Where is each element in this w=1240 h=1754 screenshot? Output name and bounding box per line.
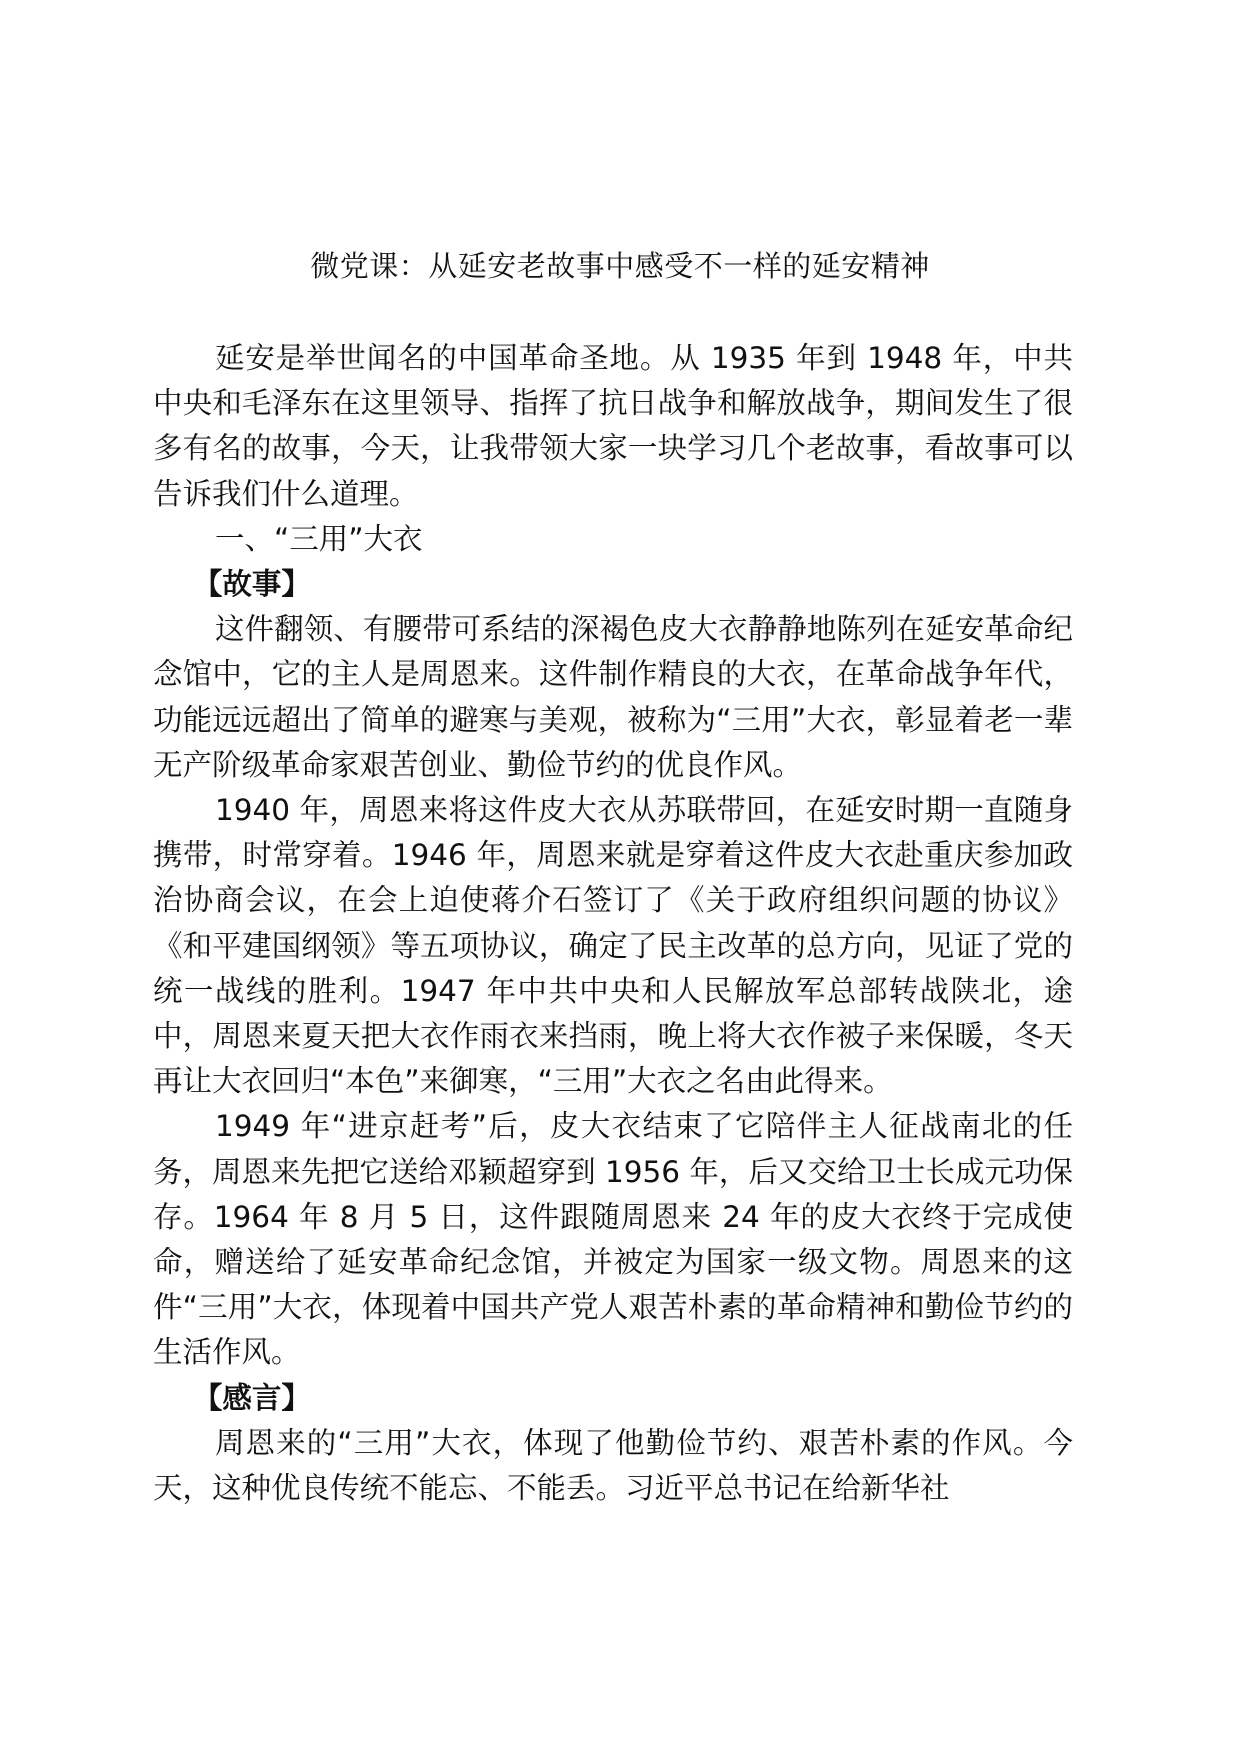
document-title: 微党课：从延安老故事中感受不一样的延安精神: [310, 249, 930, 283]
story-paragraph-1: 这件翻领、有腰带可系结的深褐色皮大衣静静地陈列在延安革命纪念馆中，它的主人是周恩来。这件制作精良的大衣，在革命战争年代，功能远远超出了简单的避寒与美观，被称为“三用”大衣，彰显着老一辈无产阶级革命家艰苦创业、勤俭节约的优良作风。: [153, 612, 1073, 782]
section-heading: 一、“三用”大衣: [214, 521, 423, 556]
story-paragraph-2: 1940 年，周恩来将这件皮大衣从苏联带回，在延安时期一直随身携带，时常穿着。1946 年，周恩来就是穿着这件皮大衣赴重庆参加政治协商会议，在会上迫使蒋介石签订了《关于政府组织问题的协议》《和平建国纲领》等五项协议，确定了民主改革的总方向，见证了党的统一战线的胜利。1947 年中共中央和人民解放军总部转战陕北，途中，周恩来夏天把大衣作雨衣来挡雨，晚上将大衣作被子来保暖，冬天再让大衣回归“本色”来御寒，“三用”大衣之名由此得来。: [153, 793, 1073, 1099]
reflection-label: 【感言】: [192, 1380, 311, 1415]
document-body: [153, 336, 1073, 1511]
story-paragraph-3: 1949 年“进京赶考”后，皮大衣结束了它陪伴主人征战南北的任务，周恩来先把它送给邓颖超穿到 1956 年，后又交给卫士长成元功保存。1964 年 8 月 5 日，这件跟随周恩来 24 年的皮大衣终于完成使命，赠送给了延安革命纪念馆，并被定为国家一级文物。周恩来的这件“三用”大衣，体现着中国共产党人艰苦朴素的革命精神和勤俭节约的生活作风。: [153, 1109, 1073, 1370]
intro-paragraph: 延安是举世闻名的中国革命圣地。从 1935 年到 1948 年，中共中央和毛泽东在这里领导、指挥了抗日战争和解放战争，期间发生了很多有名的故事，今天，让我带领大家一块学习几个老故事，看故事可以告诉我们什么道理。: [153, 341, 1073, 511]
story-label: 【故事】: [192, 567, 311, 602]
reflection-paragraph: 周恩来的“三用”大衣，体现了他勤俭节约、艰苦朴素的作风。今天，这种优良传统不能忘、不能丢。习近平总书记在给新华社: [153, 1425, 1073, 1506]
